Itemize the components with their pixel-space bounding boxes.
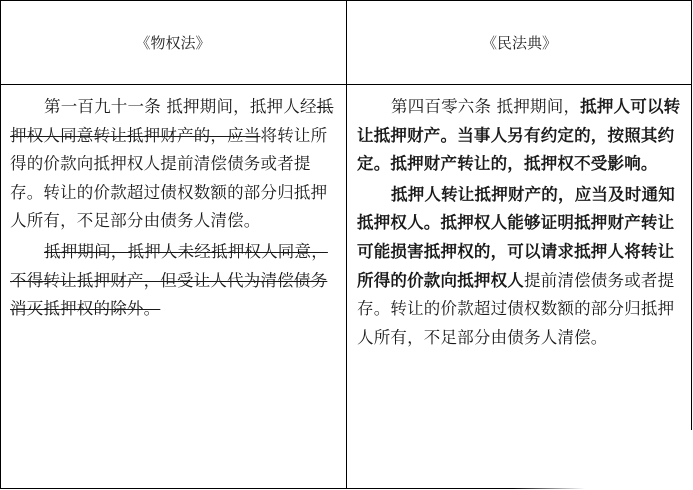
article-191-intro: 第一百九十一条 抵押期间，抵押人经 — [44, 97, 317, 116]
article-191-paragraph-2 — [10, 238, 340, 324]
article-406-paragraph-1 — [357, 93, 687, 179]
article-191-text: 将转让所得的价款向抵押权人提前清偿债务或者提存。转让的价款超过债权数额的部分归抵押人所有，不足部分由债务人清偿。 — [10, 125, 328, 231]
added-text-2: 抵押人转让抵押财产的，应当及时通知抵押权人。抵押权人能够证明抵押财产转让可能损害抵押权的，可以请求抵押人将转让所得的价款向抵押权人 — [357, 184, 675, 290]
article-406-text: 提前清偿债务或者提存。转让的价款超过债权数额的部分归抵押人所有，不足部分由债务人清偿。 — [357, 270, 675, 347]
header-civil-code: 《民法典》 — [481, 33, 557, 52]
property-law-cell — [10, 85, 340, 324]
civil-code-cell — [357, 85, 687, 352]
article-191-paragraph-1 — [10, 93, 340, 236]
deleted-paragraph: 抵押期间，抵押人未经抵押权人同意，不得转让抵押财产，但受让人代为清偿债务消灭抵押权的除外。 — [10, 241, 328, 319]
corner-fade — [513, 430, 693, 490]
article-406-paragraph-2 — [357, 181, 687, 353]
article-406-intro: 第四百零六条 抵押期间， — [391, 97, 581, 116]
deleted-text: 抵押权人同意转让抵押财产的，应当 — [10, 97, 334, 145]
added-text: 抵押人可以转让抵押财产。当事人另有约定的，按照其约定。抵押财产转让的，抵押权不受影响。 — [357, 97, 681, 174]
header-property-law: 《物权法》 — [135, 33, 211, 52]
